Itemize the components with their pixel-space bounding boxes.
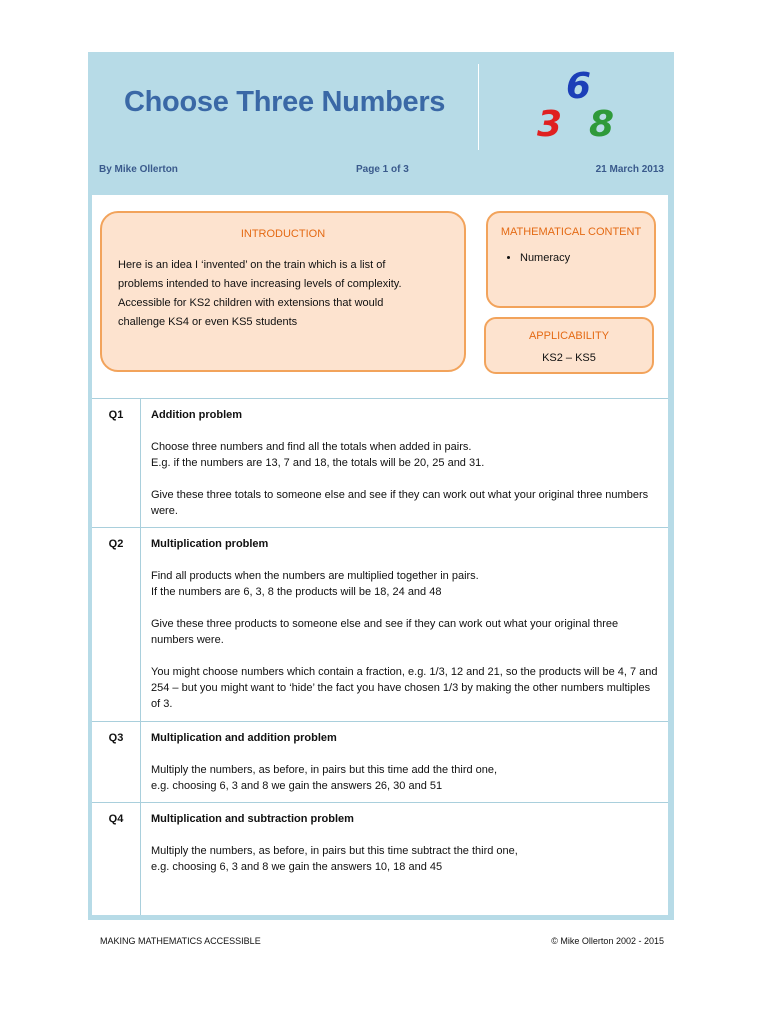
applicability-heading: APPLICABILITY [528, 330, 610, 342]
footer-tagline: MAKING MATHEMATICS ACCESSIBLE [100, 936, 261, 946]
question-body [141, 803, 669, 915]
question-number: Q2 [92, 528, 141, 722]
logo-digit-three: 3 [537, 104, 563, 145]
question-paragraph: Give these three totals to someone else and see if they can work out what your original three numbers were. [151, 489, 649, 517]
mathematical-content-list [504, 251, 570, 266]
logo-digit-six: 6 [566, 66, 592, 107]
applicability-box [484, 317, 654, 374]
question-body [141, 722, 669, 803]
question-number: Q3 [92, 722, 141, 803]
header-divider [478, 64, 479, 150]
table-row [92, 399, 668, 528]
question-paragraph: Multiply the numbers, as before, in pairs but this time add the third one, e.g. choosing 6, 3 and 8 we gain the answers 26, 30 and 51 [151, 764, 498, 792]
question-paragraph: You might choose numbers which contain a fraction, e.g. 1/3, 12 and 21, so the products will be 4, 7 and 254 – but you might want to ‘hide’ the fact you have chosen 1/3 by making the other numbers multiples of 3. [151, 666, 658, 710]
question-body [141, 528, 669, 722]
date: 21 March 2013 [595, 164, 664, 175]
mathematical-content-box [486, 211, 656, 308]
table-row [92, 803, 668, 915]
question-title: Addition problem [151, 409, 243, 421]
content-area [92, 195, 668, 915]
question-paragraph: Give these three products to someone else and see if they can work out what your original three numbers were. [151, 618, 619, 646]
page-indicator: Page 1 of 3 [356, 164, 409, 175]
question-body [141, 399, 669, 528]
question-paragraph: Find all products when the numbers are multiplied together in pairs. If the numbers are 6, 3, 8 the products will be 18, 24 and 48 [151, 570, 479, 598]
introduction-text: Here is an idea I ‘invented’ on the train which is a list of problems intended to have increasing levels of complexity. Accessible for KS2 children with extensions that would challenge KS4 or even KS5 students [118, 259, 402, 328]
question-number: Q1 [92, 399, 141, 528]
questions-table [92, 398, 668, 915]
author: By Mike Ollerton [99, 164, 178, 175]
question-title: Multiplication problem [151, 538, 269, 550]
list-item: • Numeracy [520, 251, 570, 266]
logo-digit-eight: 8 [589, 104, 615, 145]
question-number: Q4 [92, 803, 141, 915]
page-title: Choose Three Numbers [124, 86, 446, 118]
table-row [92, 722, 668, 803]
introduction-box [100, 211, 466, 372]
question-title: Multiplication and subtraction problem [151, 813, 354, 825]
introduction-heading: INTRODUCTION [240, 228, 326, 240]
question-paragraph: Choose three numbers and find all the totals when added in pairs. E.g. if the numbers are 13, 7 and 18, the totals will be 20, 25 and 31. [151, 441, 485, 469]
worksheet-page [88, 52, 674, 920]
table-row [92, 528, 668, 722]
applicability-value: KS2 – KS5 [542, 352, 596, 364]
question-paragraph: Multiply the numbers, as before, in pairs but this time subtract the third one, e.g. choosing 6, 3 and 8 we gain the answers 10, 18 and 45 [151, 845, 518, 873]
footer-copyright: © Mike Ollerton 2002 - 2015 [551, 936, 664, 946]
question-title: Multiplication and addition problem [151, 732, 337, 744]
mathematical-content-heading: MATHEMATICAL CONTENT [500, 226, 642, 238]
